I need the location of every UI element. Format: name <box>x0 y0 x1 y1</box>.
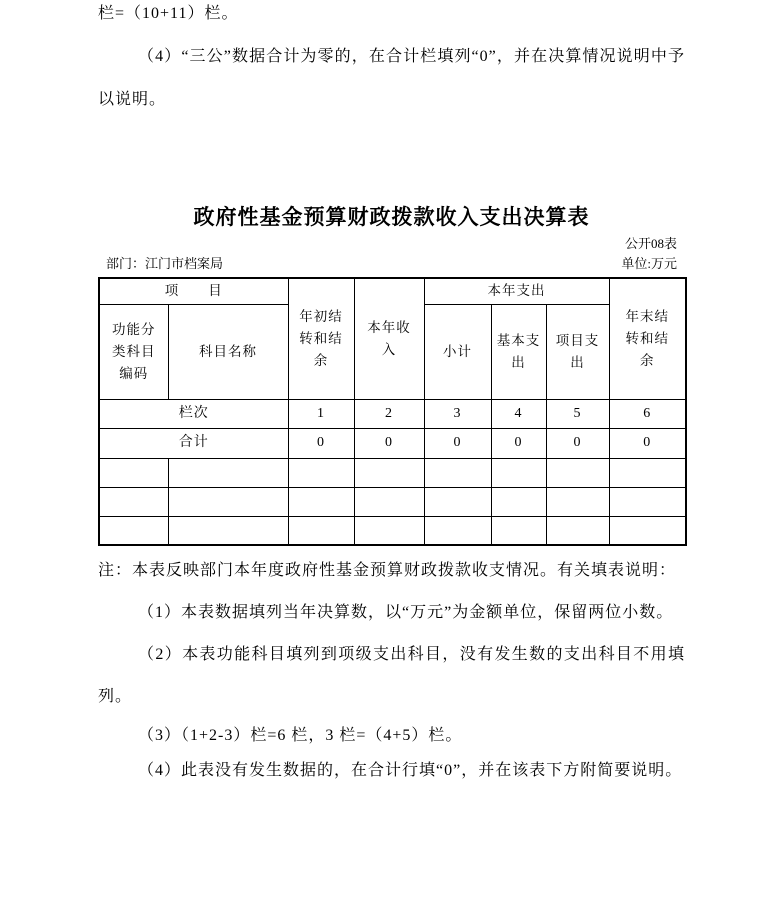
intro-item-4: （4）“三公”数据合计为零的，在合计栏填列“0”，并在决算情况说明中予以说明。 <box>98 48 685 108</box>
department-label: 部门：江门市档案局 <box>106 256 224 271</box>
empty-cell <box>168 458 288 487</box>
table-code-label: 公开08表 <box>624 236 677 251</box>
column-index-3: 3 <box>424 399 491 428</box>
empty-cell <box>288 458 354 487</box>
header-end-balance: 年末结转和结余 <box>609 278 686 399</box>
total-label: 合计 <box>99 428 288 458</box>
empty-row <box>99 487 686 516</box>
total-value-4: 0 <box>491 428 546 458</box>
column-index-5: 5 <box>546 399 609 428</box>
header-begin-balance: 年初结转和结余 <box>288 278 354 399</box>
total-row <box>99 428 686 458</box>
note-item-2: （2）本表功能科目填列到项级支出科目，没有发生数的支出科目不用填列。 <box>98 646 685 705</box>
page-content <box>98 0 685 788</box>
total-value-3: 0 <box>424 428 491 458</box>
intro-block <box>98 0 685 121</box>
header-expense-group: 本年支出 <box>424 278 609 304</box>
note-item-1: （1）本表数据填列当年决算数，以“万元”为金额单位，保留两位小数。 <box>138 604 674 621</box>
total-value-6: 0 <box>609 428 686 458</box>
note-main: 注：本表反映部门本年度政府性基金预算财政拨款收支情况。有关填表说明： <box>98 562 677 579</box>
empty-row <box>99 458 686 487</box>
empty-cell <box>168 487 288 516</box>
column-index-4: 4 <box>491 399 546 428</box>
empty-cell <box>609 458 686 487</box>
notes-block <box>98 550 685 788</box>
note-item-3: （3）（1+2-3）栏=6 栏，3 栏=（4+5）栏。 <box>138 727 463 744</box>
empty-cell <box>354 458 424 487</box>
empty-cell <box>168 516 288 545</box>
column-index-label: 栏次 <box>99 399 288 428</box>
table-header-row-1 <box>99 278 686 304</box>
total-value-5: 0 <box>546 428 609 458</box>
meta-row <box>98 255 685 272</box>
total-value-1: 0 <box>288 428 354 458</box>
empty-cell <box>424 458 491 487</box>
empty-cell <box>491 458 546 487</box>
unit-label: 单位:万元 <box>621 256 677 271</box>
budget-table <box>98 277 687 546</box>
empty-row <box>99 516 686 545</box>
empty-cell <box>424 487 491 516</box>
empty-cell <box>99 458 168 487</box>
empty-cell <box>491 516 546 545</box>
header-subject-name: 科目名称 <box>168 304 288 399</box>
empty-cell <box>99 487 168 516</box>
empty-cell <box>546 516 609 545</box>
column-index-2: 2 <box>354 399 424 428</box>
header-basic-expense: 基本支出 <box>491 304 546 399</box>
header-project-expense: 项目支出 <box>546 304 609 399</box>
column-index-row <box>99 399 686 428</box>
header-function-code: 功能分类科目编码 <box>99 304 168 399</box>
empty-cell <box>288 487 354 516</box>
empty-cell <box>99 516 168 545</box>
header-subtotal: 小计 <box>424 304 491 399</box>
empty-cell <box>491 487 546 516</box>
header-item-group: 项 目 <box>99 278 288 304</box>
empty-cell <box>424 516 491 545</box>
intro-continuation-line: 栏=（10+11）栏。 <box>98 5 239 22</box>
header-year-income: 本年收入 <box>354 278 424 399</box>
empty-cell <box>546 458 609 487</box>
page-title: 政府性基金预算财政拨款收入支出决算表 <box>193 205 590 229</box>
empty-cell <box>288 516 354 545</box>
empty-cell <box>546 487 609 516</box>
note-item-4: （4）此表没有发生数据的，在合计行填“0”，并在该表下方附简要说明。 <box>138 762 683 779</box>
column-index-6: 6 <box>609 399 686 428</box>
empty-cell <box>609 487 686 516</box>
empty-cell <box>609 516 686 545</box>
empty-cell <box>354 516 424 545</box>
total-value-2: 0 <box>354 428 424 458</box>
empty-cell <box>354 487 424 516</box>
column-index-1: 1 <box>288 399 354 428</box>
